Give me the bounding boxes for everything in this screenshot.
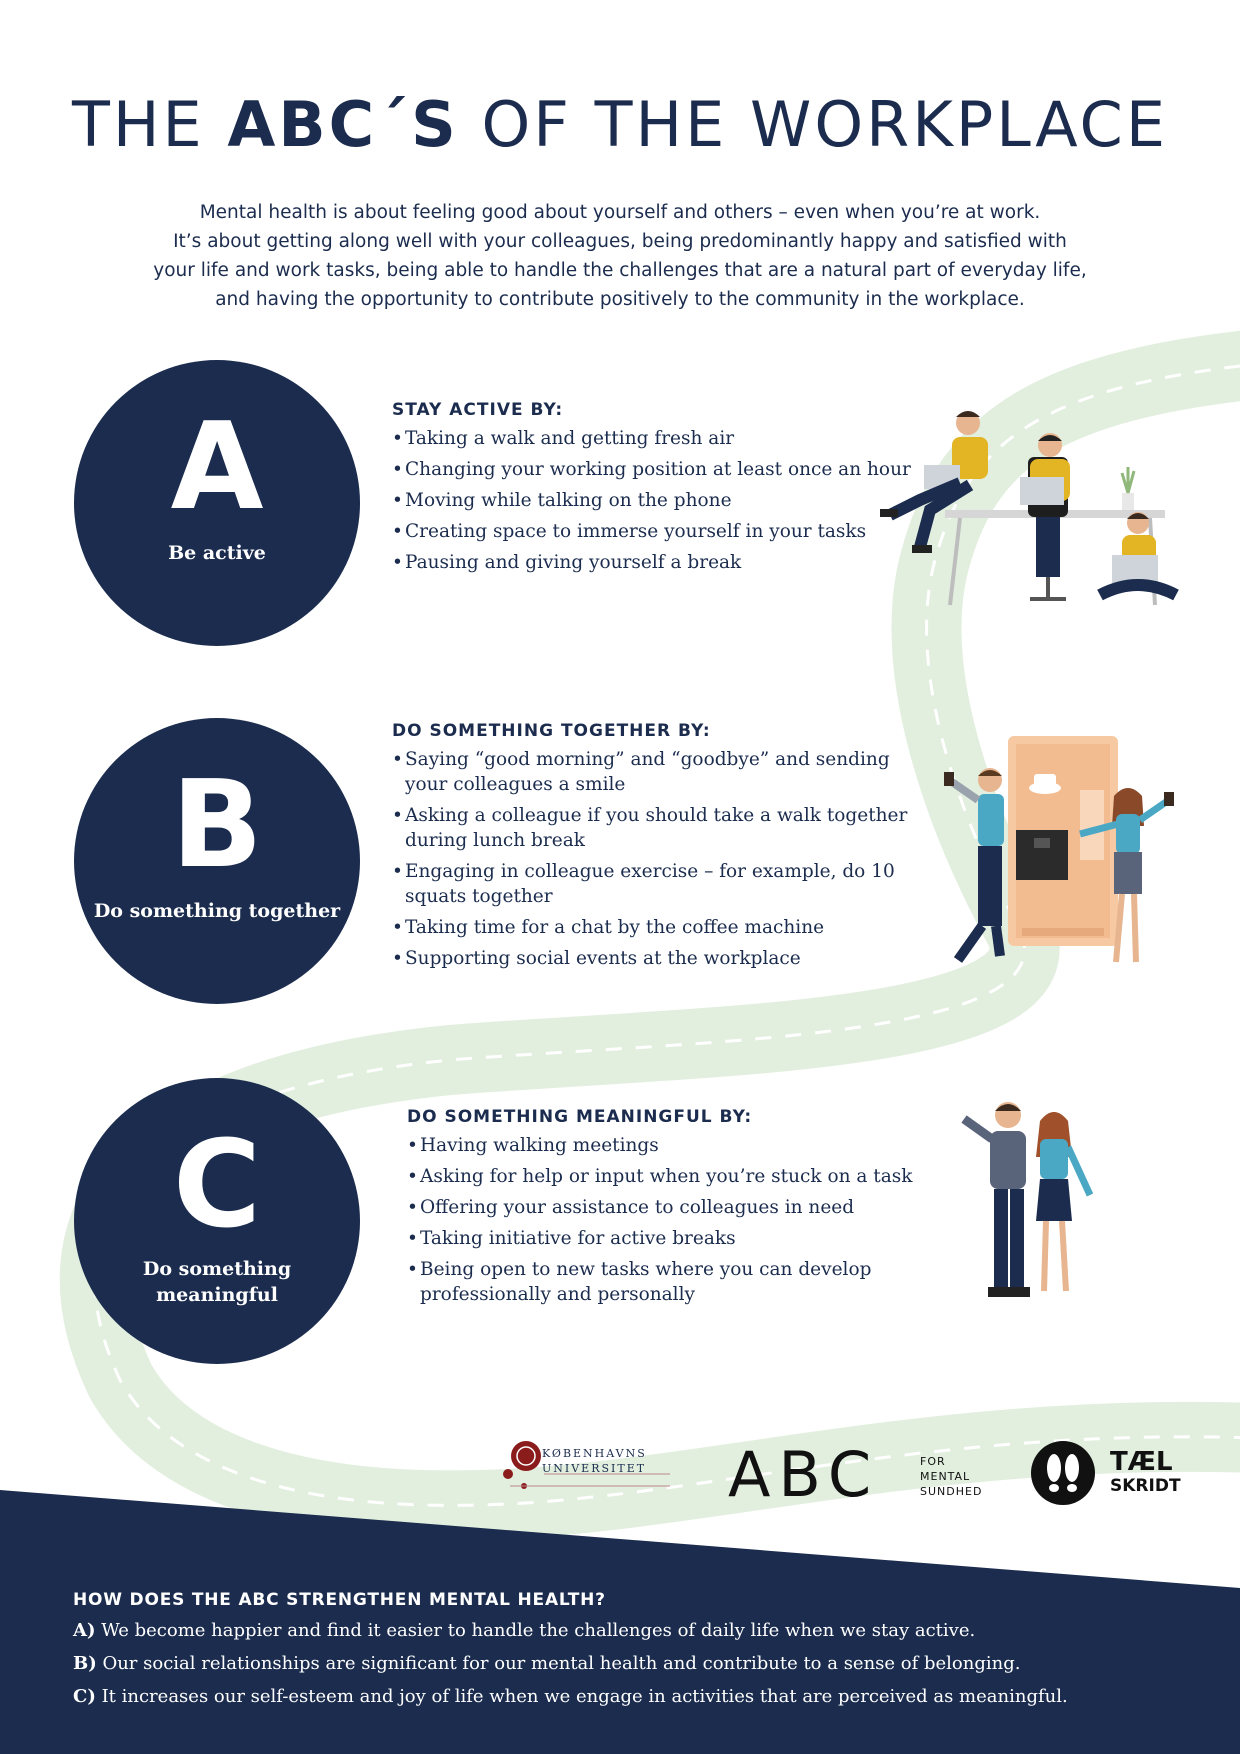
abc-subtitle: FOR MENTAL SUNDHED (920, 1455, 983, 1498)
taelskridt-logo (1030, 1440, 1200, 1510)
list-item: • Supporting social events at the workplace (392, 946, 912, 971)
list-item: • Taking time for a chat by the coffee machine (392, 915, 912, 940)
list-item: • Having walking meetings (407, 1133, 927, 1158)
caption-b: Do something together (93, 900, 341, 922)
letter-c: C (172, 1116, 262, 1255)
ku-logo (500, 1440, 680, 1500)
list-item: • Moving while talking on the phone (392, 488, 932, 513)
list-item: • Being open to new tasks where you can develop professionally and personally (407, 1257, 927, 1307)
section-b-heading: DO SOMETHING TOGETHER BY: (392, 721, 711, 741)
caption-a: Be active (168, 542, 266, 564)
intro-line: and having the opportunity to contribute positively to the community in the workplace. (215, 289, 1025, 310)
circle-b (74, 718, 360, 1004)
office-desk-illustration (860, 405, 1180, 615)
list-item: • Pausing and giving yourself a break (392, 550, 932, 575)
footer-point-c: C) It increases our self-esteem and joy of life when we engage in activities that are perceived as meaningful. (73, 1686, 1068, 1707)
intro-line: It’s about getting along well with your colleagues, being predominantly happy and satisfied with (173, 231, 1067, 252)
intro-line: your life and work tasks, being able to handle the challenges that are a natural part of everyday life, (153, 260, 1087, 281)
footer-point-b: B) Our social relationships are significant for our mental health and contribute to a sense of belonging. (73, 1653, 1021, 1674)
section-c-list (407, 1107, 927, 1313)
list-item: • Taking a walk and getting fresh air (392, 426, 932, 451)
section-a-heading: STAY ACTIVE BY: (392, 400, 564, 420)
colleagues-illustration (950, 1095, 1110, 1315)
circle-c (74, 1078, 360, 1364)
list-item: • Saying “good morning” and “goodbye” and sending your colleagues a smile (392, 747, 912, 797)
abc-mark: ABC (728, 1438, 880, 1511)
page-title: THE ABC´S OF THE WORKPLACE (71, 88, 1169, 161)
footprints-icon (1030, 1440, 1096, 1506)
section-c-heading: DO SOMETHING MEANINGFUL BY: (407, 1107, 753, 1127)
circle-a (74, 360, 360, 646)
list-item: • Taking initiative for active breaks (407, 1226, 927, 1251)
list-item: • Asking a colleague if you should take a walk together during lunch break (392, 803, 912, 853)
caption-c: Do something meaningful (142, 1258, 292, 1306)
letter-b: B (171, 756, 263, 895)
list-item: • Asking for help or input when you’re stuck on a task (407, 1164, 927, 1189)
list-item: • Creating space to immerse yourself in your tasks (392, 519, 932, 544)
footer-section (73, 1590, 1193, 1717)
taelskridt-name: TÆL SKRIDT (1110, 1447, 1181, 1496)
footer-heading: HOW DOES THE ABC STRENGTHEN MENTAL HEALTH? (73, 1590, 606, 1610)
list-item: • Engaging in colleague exercise – for example, do 10 squats together (392, 859, 912, 909)
list-item: • Offering your assistance to colleagues in need (407, 1195, 927, 1220)
section-b-list (392, 721, 912, 977)
intro-text (80, 198, 1160, 314)
abc-logo (728, 1440, 998, 1510)
coffee-machine-illustration (930, 730, 1190, 990)
letter-a: A (170, 398, 264, 537)
list-item: • Changing your working position at least once an hour (392, 457, 932, 482)
intro-line: Mental health is about feeling good about yourself and others – even when you’re at work. (199, 202, 1041, 223)
section-a-list (392, 400, 932, 581)
footer-point-a: A) We become happier and find it easier to handle the challenges of daily life when we stay active. (73, 1620, 976, 1641)
ku-name: KØBENHAVNS UNIVERSITET (542, 1447, 647, 1475)
